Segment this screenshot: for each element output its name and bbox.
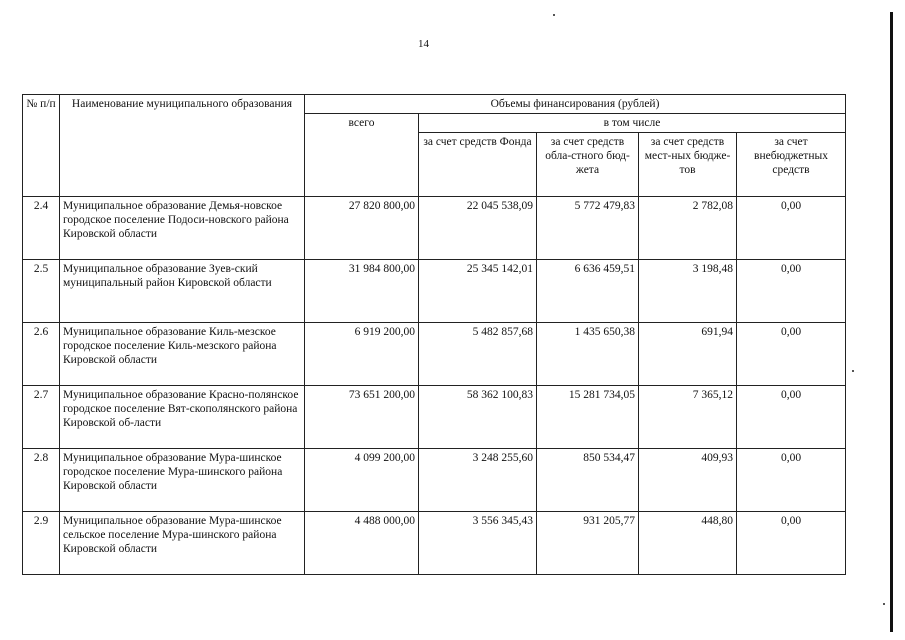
- header-local: за счет средств мест-ных бюдже-тов: [639, 133, 737, 197]
- header-fund: за счет средств Фонда: [419, 133, 537, 197]
- funding-table: [22, 94, 846, 575]
- row-local: 691,94: [639, 323, 737, 386]
- row-total: 6 919 200,00: [305, 323, 419, 386]
- table-row: [23, 512, 846, 575]
- header-extrabudget: за счет внебюджетных средств: [737, 133, 846, 197]
- row-fund: 25 345 142,01: [419, 260, 537, 323]
- header-row: [23, 95, 846, 114]
- row-regional: 6 636 459,51: [537, 260, 639, 323]
- row-extra: 0,00: [737, 197, 846, 260]
- row-extra: 0,00: [737, 260, 846, 323]
- row-local: 3 198,48: [639, 260, 737, 323]
- row-fund: 3 556 345,43: [419, 512, 537, 575]
- header-including: в том числе: [419, 114, 846, 133]
- row-num: 2.4: [23, 197, 60, 260]
- row-total: 4 099 200,00: [305, 449, 419, 512]
- row-fund: 58 362 100,83: [419, 386, 537, 449]
- table-row: [23, 449, 846, 512]
- row-num: 2.9: [23, 512, 60, 575]
- row-num: 2.8: [23, 449, 60, 512]
- row-regional: 5 772 479,83: [537, 197, 639, 260]
- scan-speck: [553, 14, 555, 16]
- row-num: 2.7: [23, 386, 60, 449]
- row-name: Муниципальное образование Мура-шинское городское поселение Мура-шинского района Кировской области: [60, 449, 305, 512]
- header-regional: за счет средств обла-стного бюд-жета: [537, 133, 639, 197]
- row-fund: 22 045 538,09: [419, 197, 537, 260]
- row-extra: 0,00: [737, 386, 846, 449]
- page-number: 14: [418, 38, 429, 50]
- row-name: Муниципальное образование Киль-мезское городское поселение Киль-мезского района Кировской области: [60, 323, 305, 386]
- row-extra: 0,00: [737, 449, 846, 512]
- row-name: Муниципальное образование Мура-шинское сельское поселение Мура-шинского района Кировской области: [60, 512, 305, 575]
- row-total: 27 820 800,00: [305, 197, 419, 260]
- row-regional: 931 205,77: [537, 512, 639, 575]
- row-extra: 0,00: [737, 512, 846, 575]
- row-local: 7 365,12: [639, 386, 737, 449]
- row-local: 448,80: [639, 512, 737, 575]
- row-fund: 3 248 255,60: [419, 449, 537, 512]
- row-name: Муниципальное образование Демья-новское городское поселение Подоси-новского района Кировской области: [60, 197, 305, 260]
- table-row: [23, 386, 846, 449]
- table-row: [23, 323, 846, 386]
- row-regional: 15 281 734,05: [537, 386, 639, 449]
- row-name: Муниципальное образование Красно-полянское городское поселение Вят-скополянского района Кировской об-ласти: [60, 386, 305, 449]
- row-name: Муниципальное образование Зуев-ский муниципальный район Кировской области: [60, 260, 305, 323]
- row-total: 73 651 200,00: [305, 386, 419, 449]
- row-total: 31 984 800,00: [305, 260, 419, 323]
- row-total: 4 488 000,00: [305, 512, 419, 575]
- table-row: [23, 260, 846, 323]
- scan-speck: [852, 370, 854, 372]
- row-local: 2 782,08: [639, 197, 737, 260]
- header-name: Наименование муниципального образования: [60, 95, 305, 197]
- scan-edge-bar: [890, 12, 893, 632]
- header-total: всего: [305, 114, 419, 197]
- row-local: 409,93: [639, 449, 737, 512]
- row-extra: 0,00: [737, 323, 846, 386]
- header-funding: Объемы финансирования (рублей): [305, 95, 846, 114]
- scan-speck: [883, 603, 885, 605]
- row-num: 2.5: [23, 260, 60, 323]
- table-row: [23, 197, 846, 260]
- row-regional: 1 435 650,38: [537, 323, 639, 386]
- header-num: № п/п: [23, 95, 60, 197]
- row-fund: 5 482 857,68: [419, 323, 537, 386]
- row-num: 2.6: [23, 323, 60, 386]
- row-regional: 850 534,47: [537, 449, 639, 512]
